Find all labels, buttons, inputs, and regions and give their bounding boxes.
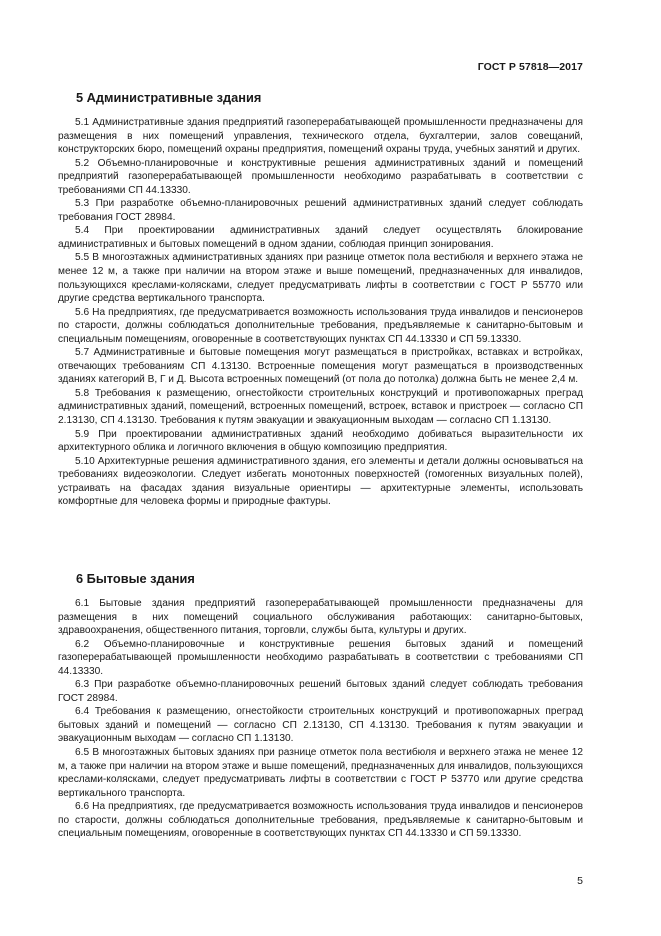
paragraph-5-3: 5.3 При разработке объемно-планировочных решений административных зданий следует соблюдать требования ГОСТ 28984.: [58, 198, 583, 223]
section-5: [58, 90, 583, 509]
paragraph-5-1: 5.1 Административные здания предприятий газоперерабатывающей промышленности предназначены для размещения в них помещений управления, технического отдела, бухгалтерии, залов совещаний, конструкторских бюро, помещений охраны предприятия, помещений охраны труда, учебных занятий и других.: [58, 117, 583, 156]
section-6: [58, 571, 583, 841]
paragraph-6-2: 6.2 Объемно-планировочные и конструктивные решения бытовых зданий и помещений газоперерабатывающей промышленности необходимо разрабатывать в соответствии с требованиями СП 44.13330.: [58, 638, 583, 677]
paragraph-5-8: 5.8 Требования к размещению, огнестойкости строительных конструкций и противопожарных преград административных зданий, помещений, встроенных помещений, встроек, вставок и пристроек — согласно СП 2.13130, СП 4.13130. Требования к путям эвакуации и эвакуационным выходам — согласно СП 1.13130.: [58, 387, 583, 427]
section-5-title: 5 Административные здания: [76, 90, 262, 105]
section-6-title: 6 Бытовые здания: [76, 571, 195, 586]
paragraph-5-9: 5.9 При проектировании административных зданий необходимо добиваться выразительности их архитектурного облика и логичного включения в общую композицию предприятия.: [58, 428, 583, 454]
paragraph-5-7: 5.7 Административные и бытовые помещения могут размещаться в пристройках, вставках и встройках, отвечающих требованиям СП 4.13130. Встроенные помещения могут размещаться в производственных зданиях категорий В, Г и Д. Высота встроенных помещений (от пола до потолка) должна быть не менее 2,4 м.: [58, 347, 583, 386]
page-number: 5: [577, 875, 583, 887]
paragraph-5-2: 5.2 Объемно-планировочные и конструктивные решения административных зданий и помещений предприятий газоперерабатывающей промышленности необходимо разрабатывать в соответствии с требованиями СП 44.13330.: [58, 157, 583, 196]
paragraph-6-5: 6.5 В многоэтажных бытовых зданиях при разнице отметок пола вестибюля и верхнего этажа не менее 12 м, а также при наличии на втором этаже и выше помещений, предназначенных для инвалидов, пользующихся креслами-колясками, следует предусматривать лифты в соответствии с ГОСТ Р 53770 или другие средства вертикального транспорта.: [58, 747, 583, 799]
paragraph-6-6: 6.6 На предприятиях, где предусматривается возможность использования труда инвалидов и пенсионеров по старости, должны соблюдаться дополнительные требования, предъявляемые к санитарно-бытовым и специальным помещениям, оговоренные в соответствующих пунктах СП 44.13330 и СП 59.13330.: [58, 801, 583, 840]
paragraph-5-5: 5.5 В многоэтажных административных зданиях при разнице отметок пола вестибюля и верхнего этажа не менее 12 м, а также при наличии на втором этаже и выше помещений, предназначенных для инвалидов, пользующихся креслами-колясками, следует предусматривать лифты в соответствии с ГОСТ Р 55770 или другие средства вертикального транспорта.: [58, 252, 583, 305]
paragraph-5-10: 5.10 Архитектурные решения административного здания, его элементы и детали должны основываться на требованиях видеоэкологии. Следует избегать монотонных поверхностей (гомогенных визуальных полей), устраивать на фасадах здания визуальные ориентиры — архитектурные элементы, использовать комфортные для человека формы и природные фактуры.: [58, 455, 583, 508]
document-code-header: ГОСТ Р 57818—2017: [477, 61, 583, 73]
paragraph-6-1: 6.1 Бытовые здания предприятий газоперерабатывающей промышленности предназначены для размещения в них помещений социального обслуживания работающих: санитарно-бытовых, здравоохранения, общественного питания, торговли, службы быта, культуры и других.: [58, 598, 583, 637]
paragraph-6-4: 6.4 Требования к размещению, огнестойкости строительных конструкций и противопожарных преград бытовых зданий и помещений — согласно СП 2.13130, СП 4.13130. Требования к путям эвакуации и эвакуационным выходам — согласно СП 1.13130.: [58, 706, 583, 745]
paragraph-6-3: 6.3 При разработке объемно-планировочных решений бытовых зданий следует соблюдать требования ГОСТ 28984.: [58, 679, 583, 704]
paragraph-5-4: 5.4 При проектировании административных зданий следует осуществлять блокирование административных и бытовых помещений в одном здании, соблюдая принцип зонирования.: [58, 225, 583, 250]
paragraph-5-6: 5.6 На предприятиях, где предусматривается возможность использования труда инвалидов и пенсионеров по старости, должны соблюдаться дополнительные требования, предъявляемые к санитарно-бытовым и специальным помещениям, оговоренные в соответствующих пунктах СП 44.13330 и СП 59.13330.: [58, 306, 583, 345]
